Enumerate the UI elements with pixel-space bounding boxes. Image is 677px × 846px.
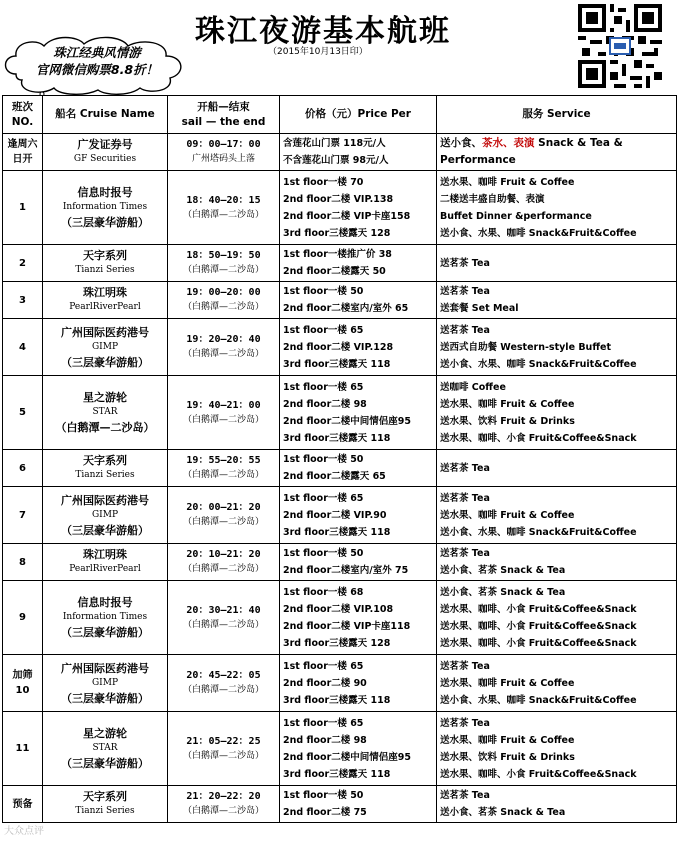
row-number-cell	[3, 712, 43, 786]
price-cell	[280, 712, 437, 786]
ship-name-en: Tianzi Series	[75, 265, 135, 275]
row-number-cell	[3, 376, 43, 450]
row-number-cell	[3, 245, 43, 282]
row-number-cell	[3, 282, 43, 319]
price-line: 2nd floor二楼 VIP.128	[283, 341, 394, 353]
watermark-logo: 大众点评	[4, 826, 44, 837]
service-cell	[437, 712, 677, 786]
service-cell	[437, 786, 677, 823]
price-line: 1st floor一楼推广价 38	[283, 249, 392, 260]
ship-name-zh: 天字系列	[83, 249, 127, 262]
sail-route: 广州塔码头上落	[191, 154, 255, 164]
header-price	[280, 96, 437, 134]
sail-route: （白鹅潭—二沙岛）	[182, 209, 264, 220]
price-cell	[280, 487, 437, 544]
promo-line-2: 官网微信购票8.8折！	[35, 62, 159, 77]
ship-name-cell	[43, 376, 168, 450]
header-price-label: 价格（元）Price Per	[305, 108, 411, 120]
header-no-zh: 班次	[12, 100, 33, 113]
price-line: 2nd floor二楼中间情侣座95	[283, 415, 411, 427]
row-number: 加筛	[12, 670, 33, 681]
service-fragment: Snack & Tea &	[534, 137, 623, 149]
price-cell	[280, 786, 437, 823]
sail-route: （白鹅潭—二沙岛）	[182, 349, 264, 359]
price-line: 2nd floor二楼室内/室外 75	[283, 565, 409, 576]
sail-time: 20：30—21：40	[186, 604, 261, 616]
header-time-zh: 开船—结束	[197, 100, 250, 113]
row-number-cell	[3, 655, 43, 712]
sail-time: 21：20—22：20	[186, 791, 261, 802]
service-cell	[437, 544, 677, 581]
service-line: 送茗茶 Tea	[440, 548, 490, 559]
row-number-cell	[3, 450, 43, 487]
price-line: 2nd floor二楼 VIP卡座158	[283, 210, 411, 222]
ship-name-en: PearlRiverPearl	[69, 302, 141, 312]
service-line: Buffet Dinner &performance	[440, 210, 592, 222]
price-line: 3rd floor三楼露天 128	[283, 227, 391, 239]
price-line: 3rd floor三楼露天 118	[283, 694, 391, 706]
sail-time-cell	[168, 319, 280, 376]
ship-name-zh: 天字系列	[83, 790, 127, 803]
sail-time: 19：40—21：00	[186, 399, 261, 411]
ship-name-zh: 星之游轮	[83, 727, 127, 740]
row-number: 预备	[12, 798, 33, 810]
table-row	[3, 134, 677, 171]
row-number: 5	[19, 407, 26, 418]
service-line: 送茗茶 Tea	[440, 257, 490, 269]
service-line: 送小食、茗茶 Snack & Tea	[440, 807, 566, 818]
ship-name-en: Information Times	[62, 202, 148, 212]
header-ship-label: 船名 Cruise Name	[55, 108, 155, 120]
ship-name-en: GF Securities	[73, 154, 137, 164]
ship-name-cell	[43, 282, 168, 319]
header-service-label: 服务 Service	[522, 108, 591, 120]
price-line: 2nd floor二楼露天 50	[283, 266, 386, 277]
ship-name-zh: 广发证券号	[77, 138, 133, 151]
service-line: 送茗茶 Tea	[440, 462, 490, 474]
service-line: 送水果、咖啡 Fruit & Coffee	[440, 677, 575, 689]
ship-name-en: STAR	[92, 743, 118, 753]
sail-route: （白鹅潭—二沙岛）	[182, 517, 264, 527]
service-line: 送小食、水果、咖啡 Snack&Fruit&Coffee	[440, 358, 637, 370]
service-line: 送西式自助餐 Western-style Buffet	[440, 341, 612, 353]
row-number: 7	[19, 509, 26, 521]
header-service	[437, 96, 677, 134]
service-line: 送水果、咖啡、小食 Fruit&Coffee&Snack	[440, 620, 637, 632]
header-time	[168, 96, 280, 134]
price-cell	[280, 655, 437, 712]
price-cell	[280, 544, 437, 581]
sail-time-cell	[168, 581, 280, 655]
ship-name-en: GIMP	[91, 509, 118, 520]
price-cell	[280, 245, 437, 282]
price-line: 1st floor一楼 65	[283, 660, 364, 672]
schedule-body	[3, 134, 677, 823]
price-cell	[280, 319, 437, 376]
header-no	[3, 96, 43, 134]
service-line: 送小食、水果、咖啡 Snack&Fruit&Coffee	[440, 694, 637, 706]
page-title: 珠江夜游基本航班	[195, 14, 451, 49]
service-cell	[437, 171, 677, 245]
sail-time-cell	[168, 376, 280, 450]
row-number: 3	[19, 294, 26, 306]
sail-route: （白鹅潭—二沙岛）	[182, 806, 264, 816]
price-line: 1st floor一楼 50	[283, 790, 364, 801]
service-cell	[437, 245, 677, 282]
price-cell	[280, 171, 437, 245]
ship-name-en: GIMP	[91, 677, 118, 688]
ship-name-zh: 信息时报号	[77, 186, 133, 199]
service-line: 送茗茶 Tea	[440, 286, 490, 297]
table-row	[3, 786, 677, 823]
service-line: 送水果、咖啡、小食 Fruit&Coffee&Snack	[440, 637, 637, 649]
ship-name-cell	[43, 544, 168, 581]
service-line: 送小食、茗茶 Snack & Tea	[440, 586, 566, 598]
qr-code[interactable]	[578, 4, 662, 88]
price-line: 1st floor一楼 68	[283, 586, 364, 598]
price-line: 2nd floor二楼 98	[283, 734, 367, 746]
service-line: 送水果、咖啡、小食 Fruit&Coffee&Snack	[440, 603, 637, 615]
sail-time-cell	[168, 786, 280, 823]
table-row	[3, 544, 677, 581]
table-row	[3, 450, 677, 487]
ship-type: （三层豪华游船）	[61, 691, 149, 705]
price-line: 2nd floor二楼露天 65	[283, 471, 386, 482]
ship-name-cell	[43, 712, 168, 786]
ship-name-zh: 广州国际医药港号	[61, 493, 149, 507]
price-line: 3rd floor三楼露天 118	[283, 432, 391, 444]
row-number: 10	[15, 685, 30, 696]
price-line: 1st floor一楼 50	[283, 454, 364, 465]
service-cell	[437, 655, 677, 712]
price-line: 3rd floor三楼露天 118	[283, 358, 391, 370]
table-row	[3, 655, 677, 712]
ship-name-cell	[43, 450, 168, 487]
price-line: 2nd floor二楼中间情侣座95	[283, 751, 411, 763]
service-line: 送水果、饮料 Fruit & Drinks	[440, 415, 575, 427]
service-cell	[437, 450, 677, 487]
service-line: 送水果、咖啡 Fruit & Coffee	[440, 734, 575, 746]
sail-time-cell	[168, 544, 280, 581]
ship-name-cell	[43, 487, 168, 544]
sail-route: （白鹅潭—二沙岛）	[182, 685, 264, 695]
price-line: 1st floor一楼 50	[283, 286, 364, 297]
row-number-cell	[3, 171, 43, 245]
table-row	[3, 581, 677, 655]
sail-time: 20：00—21：20	[186, 502, 261, 513]
service-line: 送水果、咖啡、小食 Fruit&Coffee&Snack	[440, 768, 637, 780]
service-line: 送小食、水果、咖啡 Snack&Fruit&Coffee	[440, 227, 637, 239]
service-line	[440, 152, 676, 169]
service-line: 送套餐 Set Meal	[440, 303, 519, 314]
ship-name-zh: 信息时报号	[77, 596, 133, 609]
service-cell	[437, 134, 677, 171]
service-line: 送茗茶 Tea	[440, 324, 490, 336]
table-header-row	[3, 96, 677, 134]
ship-name-cell	[43, 319, 168, 376]
promo-text	[22, 44, 172, 78]
row-number: 1	[19, 202, 26, 213]
price-line: 3rd floor三楼露天 118	[283, 768, 391, 780]
ship-name-cell	[43, 655, 168, 712]
price-line: 1st floor一楼 65	[283, 381, 364, 393]
table-row	[3, 171, 677, 245]
ship-type: （三层豪华游船）	[61, 355, 149, 369]
sail-time: 20：10—21：20	[186, 549, 261, 560]
sail-route: （白鹅潭—二沙岛）	[182, 302, 264, 312]
service-fragment: Performance	[440, 154, 516, 166]
schedule-table	[2, 95, 677, 823]
row-number: 4	[19, 341, 26, 353]
price-line: 含莲花山门票 118元/人	[283, 138, 386, 149]
table-row	[3, 245, 677, 282]
service-line: 二楼送丰盛自助餐、表演	[440, 193, 545, 205]
ship-name-cell	[43, 171, 168, 245]
ship-name-en: STAR	[92, 407, 118, 417]
service-line: 送小食、水果、咖啡 Snack&Fruit&Coffee	[440, 526, 637, 538]
price-cell	[280, 282, 437, 319]
price-line: 2nd floor二楼 75	[283, 807, 367, 818]
service-line: 送咖啡 Coffee	[440, 381, 506, 393]
service-line: 送水果、咖啡 Fruit & Coffee	[440, 176, 575, 188]
sail-route: （白鹅潭—二沙岛）	[182, 265, 264, 275]
header-time-en: sail — the end	[181, 115, 266, 128]
price-line: 3rd floor三楼露天 128	[283, 637, 391, 649]
sail-time: 19：00—20：00	[186, 287, 261, 298]
price-line: 2nd floor二楼 98	[283, 398, 367, 410]
ship-name-zh: 广州国际医药港号	[61, 661, 149, 675]
sail-route: （白鹅潭—二沙岛）	[182, 564, 264, 574]
ship-name-cell	[43, 581, 168, 655]
ship-name-cell	[43, 786, 168, 823]
service-line: 送茗茶 Tea	[440, 660, 490, 672]
ship-type: （三层豪华游船）	[61, 523, 149, 537]
service-cell	[437, 376, 677, 450]
row-number: 2	[19, 257, 26, 269]
price-line: 2nd floor二楼 VIP卡座118	[283, 620, 411, 632]
row-number-cell	[3, 581, 43, 655]
price-cell	[280, 134, 437, 171]
price-line: 不含莲花山门票 98元/人	[283, 155, 389, 166]
table-row	[3, 487, 677, 544]
ship-name-en: GIMP	[91, 341, 118, 352]
service-line: 送水果、饮料 Fruit & Drinks	[440, 751, 575, 763]
sail-time-cell	[168, 282, 280, 319]
price-line: 1st floor一楼 70	[283, 176, 364, 188]
service-cell	[437, 581, 677, 655]
print-date: （2015年10月13日印）	[268, 47, 368, 57]
ship-name-zh: 珠江明珠	[83, 286, 127, 299]
price-cell	[280, 581, 437, 655]
sail-time: 19：20—20：40	[186, 334, 261, 345]
sail-time: 18：40—20：15	[186, 194, 261, 206]
ship-name-en: Information Times	[62, 612, 148, 622]
table-row	[3, 282, 677, 319]
sail-time-cell	[168, 487, 280, 544]
row-number: 逢周六	[7, 139, 38, 150]
row-number: 9	[19, 612, 26, 623]
row-number-cell	[3, 319, 43, 376]
sail-time-cell	[168, 712, 280, 786]
service-cell	[437, 282, 677, 319]
ship-type: （三层豪华游船）	[61, 626, 149, 639]
ship-type: （三层豪华游船）	[61, 757, 149, 770]
sail-route: （白鹅潭—二沙岛）	[182, 619, 264, 630]
service-fragment: 送小食、	[440, 137, 482, 149]
ship-name-en: PearlRiverPearl	[69, 564, 141, 574]
service-fragment: 茶水、表演	[482, 137, 535, 149]
service-cell	[437, 319, 677, 376]
ship-name-zh: 珠江明珠	[83, 548, 127, 561]
row-number: 日开	[12, 154, 33, 165]
sail-time: 20：45—22：05	[186, 670, 261, 681]
table-row	[3, 712, 677, 786]
sail-time-cell	[168, 450, 280, 487]
promo-line-1: 珠江经典风情游	[53, 45, 141, 60]
ship-name-en: Tianzi Series	[75, 806, 135, 816]
ship-name-zh: 天字系列	[83, 454, 127, 467]
service-line: 送茗茶 Tea	[440, 717, 490, 729]
ship-name-zh: 星之游轮	[83, 391, 127, 404]
sail-time: 09：00—17：00	[186, 139, 261, 150]
price-line: 1st floor一楼 65	[283, 492, 364, 504]
ship-name-zh: 广州国际医药港号	[61, 325, 149, 339]
price-cell	[280, 376, 437, 450]
price-line: 3rd floor三楼露天 118	[283, 526, 391, 538]
ship-type: （白鹅潭—二沙岛）	[55, 421, 155, 434]
price-line: 2nd floor二楼 VIP.90	[283, 509, 387, 521]
price-line: 2nd floor二楼室内/室外 65	[283, 303, 409, 314]
ship-name-cell	[43, 134, 168, 171]
table-row	[3, 319, 677, 376]
price-line: 1st floor一楼 50	[283, 548, 364, 559]
row-number: 6	[19, 462, 26, 474]
ship-name-en: Tianzi Series	[75, 470, 135, 480]
sail-time: 18：50—19：50	[186, 250, 261, 261]
sail-route: （白鹅潭—二沙岛）	[182, 414, 264, 425]
row-number-cell	[3, 544, 43, 581]
service-line: 送茗茶 Tea	[440, 790, 490, 801]
row-number: 8	[19, 556, 26, 568]
service-line: 送水果、咖啡 Fruit & Coffee	[440, 398, 575, 410]
price-line: 2nd floor二楼 VIP.108	[283, 603, 394, 615]
sail-time: 19：55—20：55	[186, 455, 261, 466]
service-line: 送茗茶 Tea	[440, 492, 490, 504]
header-no-en: NO.	[11, 115, 34, 128]
row-number-cell	[3, 487, 43, 544]
price-line: 2nd floor二楼 90	[283, 677, 367, 689]
price-line: 1st floor一楼 65	[283, 324, 364, 336]
header-ship	[43, 96, 168, 134]
sail-time-cell	[168, 134, 280, 171]
service-line: 送小食、茗茶 Snack & Tea	[440, 565, 566, 576]
row-number: 11	[15, 743, 30, 754]
service-cell	[437, 487, 677, 544]
sail-time-cell	[168, 245, 280, 282]
price-cell	[280, 450, 437, 487]
row-number-cell	[3, 786, 43, 823]
sail-time: 21：05—22：25	[186, 735, 261, 747]
service-line: 送水果、咖啡、小食 Fruit&Coffee&Snack	[440, 432, 637, 444]
ship-type: （三层豪华游船）	[61, 216, 149, 229]
sail-time-cell	[168, 171, 280, 245]
ship-name-cell	[43, 245, 168, 282]
sail-route: （白鹅潭—二沙岛）	[182, 750, 264, 761]
service-line: 送水果、咖啡 Fruit & Coffee	[440, 509, 575, 521]
sail-time-cell	[168, 655, 280, 712]
table-row	[3, 376, 677, 450]
price-line: 2nd floor二楼 VIP.138	[283, 193, 394, 205]
price-line: 1st floor一楼 65	[283, 717, 364, 729]
row-number-cell	[3, 134, 43, 171]
service-line	[440, 135, 676, 152]
sail-route: （白鹅潭—二沙岛）	[182, 470, 264, 480]
